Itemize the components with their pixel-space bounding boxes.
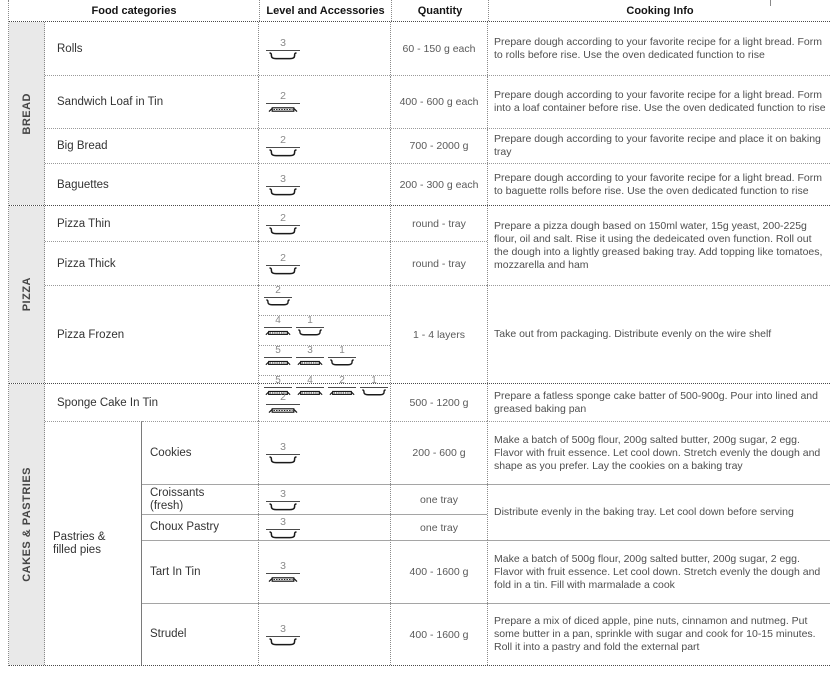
quantity-value: one tray [390, 514, 487, 540]
level-unit [264, 316, 292, 336]
level-unit [266, 517, 300, 539]
shelf-level: 3 [266, 561, 300, 574]
level-accessory-cell [258, 540, 390, 603]
level-accessory-cell [258, 421, 390, 484]
level-accessory-cell [258, 484, 390, 514]
baking-tray-icon [268, 575, 298, 583]
column-header-level-accessories: Level and Accessories [259, 0, 391, 21]
shelf-level: 3 [266, 489, 300, 502]
wire-shelf-icon [268, 267, 298, 275]
cooking-info-text: Make a batch of 500g flour, 200g salted butter, 200g sugar, 2 egg. Flavor with fruit essence. Let cool down. Stretch evenly the dough and shape as you prefer. Lay the cookies on a baking tray [487, 421, 830, 484]
quantity-value: 400 - 600 g each [390, 76, 487, 128]
food-name: Choux Pastry [142, 514, 258, 540]
level-unit [266, 561, 300, 583]
cooking-info-table [8, 0, 830, 666]
group-band-bread [9, 22, 45, 205]
quantity-value: 200 - 600 g [390, 421, 487, 484]
food-name: Baguettes [57, 178, 109, 191]
food-name: Big Bread [57, 140, 108, 152]
shelf-level: 2 [266, 392, 300, 405]
group-label: PIZZA [20, 277, 33, 312]
level-unit [266, 174, 300, 196]
level-unit [266, 38, 300, 60]
table-header-row [9, 0, 830, 22]
shelf-level: 1 [296, 316, 324, 328]
quantity-value: 60 - 150 g each [390, 22, 487, 75]
food-subcategory: Pastries & filled pies [45, 421, 142, 665]
shelf-level: 2 [266, 91, 300, 104]
level-accessory-cell [258, 76, 390, 128]
quantity-value: 1 - 4 layers [390, 285, 487, 383]
shelf-level: 3 [266, 624, 300, 637]
shelf-level: 1 [328, 346, 356, 358]
level-accessory-cell [258, 129, 390, 163]
cooking-info-text: Prepare a mix of diced apple, pine nuts, cinnamon and nutmeg. Put some butter in a pan, sprinkle with sugar and cook for 10-15 minutes. Roll it into a pastry and fold the external part [487, 603, 830, 665]
wire-shelf-icon [265, 299, 291, 306]
shelf-level: 2 [264, 286, 292, 298]
wire-shelf-icon [268, 52, 298, 60]
shelf-level: 3 [266, 442, 300, 455]
table-row [45, 75, 830, 128]
baking-tray-icon [265, 359, 291, 366]
wire-shelf-icon [268, 638, 298, 646]
shelf-level: 3 [266, 517, 300, 530]
level-accessory-cell [258, 22, 390, 75]
level-unit [266, 392, 300, 414]
shelf-level: 1 [360, 376, 388, 388]
level-unit [266, 135, 300, 157]
quantity-value: 400 - 1600 g [390, 540, 487, 603]
level-accessory-cell [258, 384, 390, 421]
wire-shelf-icon [268, 188, 298, 196]
group-bread [9, 22, 830, 205]
wire-shelf-icon [268, 456, 298, 464]
food-name: Croissants (fresh) [142, 484, 258, 514]
wire-shelf-icon [268, 531, 298, 539]
cooking-info-text: Prepare dough according to your favorite recipe for a light bread. Form to baguette rolls before rise. Use the oven dedicated function to rise [487, 164, 830, 205]
level-unit [266, 253, 300, 275]
wire-shelf-icon [268, 149, 298, 157]
shelf-level: 2 [266, 253, 300, 266]
table-row [45, 128, 830, 163]
level-unit [264, 346, 292, 366]
food-name: Sponge Cake In Tin [57, 396, 159, 409]
level-unit [266, 624, 300, 646]
quantity-value: 200 - 300 g each [390, 164, 487, 205]
group-label: BREAD [20, 92, 33, 135]
level-unit [266, 91, 300, 113]
cooking-info-text: Prepare dough according to your favorite recipe for a light bread. Form into a loaf container before rise. Use the oven dedicated function to rise [487, 76, 830, 128]
food-name: Cookies [142, 421, 258, 484]
wire-shelf-icon [297, 329, 323, 336]
shelf-level: 4 [264, 316, 292, 328]
column-header-cooking-info: Cooking Info [488, 0, 831, 21]
level-accessory-cell [258, 241, 390, 285]
cooking-info-text: Prepare a fatless sponge cake batter of 500-900g. Pour into lined and greased baking pan [487, 384, 830, 421]
group-band-cakes-pastries [9, 384, 45, 665]
shelf-level: 4 [296, 376, 324, 388]
food-name: Tart In Tin [142, 540, 258, 603]
shelf-level: 3 [266, 174, 300, 187]
quantity-value: round - tray [390, 206, 487, 241]
shelf-level: 5 [264, 346, 292, 358]
level-unit [266, 489, 300, 511]
food-name: Rolls [57, 42, 83, 55]
cooking-info-text: Prepare dough according to your favorite recipe for a light bread. Form to rolls before rise. Use the oven dedicated function to rise [487, 22, 830, 75]
column-header-quantity: Quantity [391, 0, 488, 21]
shelf-level: 2 [266, 135, 300, 148]
shelf-level: 3 [266, 38, 300, 51]
food-name: Pizza Thick [45, 241, 258, 285]
quantity-value: one tray [390, 484, 487, 514]
cooking-info-text: Make a batch of 500g flour, 200g salted butter, 200g sugar, 2 egg. Flavor with fruit essence. Let cool down. Stretch evenly the dough and fold in a tin. Fill with marmalade a cook [487, 540, 830, 603]
group-cakes-pastries [9, 383, 830, 665]
shelf-level: 3 [296, 346, 324, 358]
food-name: Strudel [142, 603, 258, 665]
wire-shelf-icon [268, 227, 298, 235]
shelf-level: 5 [264, 376, 292, 388]
group-band-pizza [9, 206, 45, 383]
food-name: Pizza Frozen [45, 285, 258, 383]
level-unit [266, 442, 300, 464]
column-header-food-categories: Food categories [91, 4, 177, 17]
table-row [45, 163, 830, 205]
level-unit [296, 316, 324, 336]
level-accessory-cell [258, 206, 390, 241]
cooking-info-text-shared: Prepare a pizza dough based on 150ml water, 15g yeast, 200-225g flour, oil and salt. Rise it using the dedeicated oven function. Roll out the dough into a lightly greased baking tray. Add topping like tomatoes, mozzarella and ham [487, 206, 830, 285]
shelf-level: 2 [266, 213, 300, 226]
level-option-row [259, 345, 390, 366]
food-name: Pizza Thin [57, 217, 111, 230]
cooking-info-text: Take out from packaging. Distribute evenly on the wire shelf [487, 285, 830, 383]
quantity-value: round - tray [390, 241, 487, 285]
cooking-info-text: Prepare dough according to your favorite recipe and place it on baking tray [487, 129, 830, 163]
level-unit [296, 346, 324, 366]
baking-tray-icon [268, 406, 298, 414]
level-accessory-cell [258, 514, 390, 540]
wire-shelf-icon [268, 503, 298, 511]
food-name: Sandwich Loaf in Tin [57, 96, 164, 108]
quantity-value: 700 - 2000 g [390, 129, 487, 163]
level-accessory-cell-frozen-pizza [258, 285, 390, 386]
table-row [45, 22, 830, 75]
group-label: CAKES & PASTRIES [20, 467, 33, 582]
quantity-value: 400 - 1600 g [390, 603, 487, 665]
quantity-value: 500 - 1200 g [390, 384, 487, 421]
level-unit [328, 346, 356, 366]
level-accessory-cell [258, 164, 390, 205]
level-unit [266, 213, 300, 235]
shelf-level: 2 [328, 376, 356, 388]
wire-shelf-icon [329, 359, 355, 366]
baking-tray-icon [265, 329, 291, 336]
level-unit [264, 286, 292, 306]
level-accessory-cell [258, 603, 390, 665]
group-pizza [9, 205, 830, 386]
baking-tray-icon [297, 359, 323, 366]
baking-tray-icon [268, 105, 298, 113]
cooking-info-text-shared: Distribute evenly in the baking tray. Let cool down before serving [487, 484, 830, 540]
level-option-row [259, 315, 390, 336]
level-option-row [259, 286, 390, 306]
